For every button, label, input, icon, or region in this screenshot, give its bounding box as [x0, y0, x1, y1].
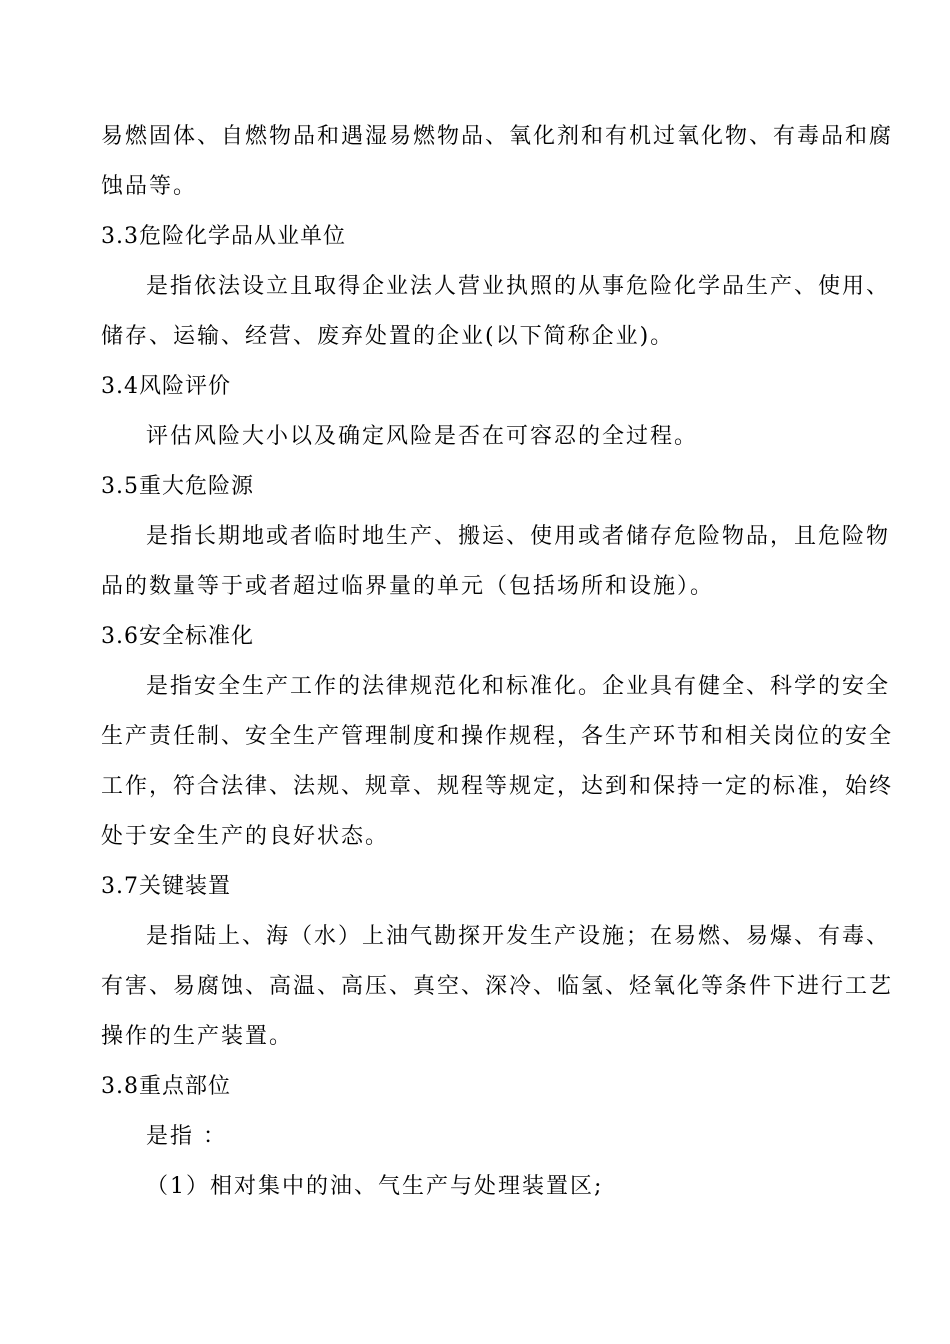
paragraph-line: 品的数量等于或者超过临界量的单元（包括场所和设施）。 — [101, 574, 715, 599]
paragraph-line: 是指 ： — [146, 1124, 227, 1149]
section-heading-3-5: 3.5重大危险源 — [101, 474, 254, 499]
paragraph-line: 是指依法设立且取得企业法人营业执照的从事危险化学品生产、使用、 — [146, 274, 891, 299]
paragraph-line: 是指安全生产工作的法律规范化和标准化。企业具有健全、科学的安全 — [146, 674, 891, 699]
paragraph-line: 工作，符合法律、法规、规章、规程等规定，达到和保持一定的标准，始终 — [101, 774, 894, 799]
section-heading-3-7: 3.7关键装置 — [101, 874, 231, 899]
paragraph-line: 生产责任制、安全生产管理制度和操作规程，各生产环节和相关岗位的安全 — [101, 724, 894, 749]
paragraph-line: 有害、易腐蚀、高温、高压、真空、深冷、临氢、烃氧化等条件下进行工艺 — [101, 974, 894, 999]
paragraph-line: 易燃固体、自燃物品和遇湿易燃物品、氧化剂和有机过氧化物、有毒品和腐 — [101, 124, 894, 149]
paragraph-line: 储存、运输、经营、废弃处置的企业(以下简称企业)。 — [101, 324, 675, 349]
paragraph-line: 是指长期地或者临时地生产、搬运、使用或者储存危险物品，且危险物 — [146, 524, 891, 549]
paragraph-line: 是指陆上、海（水）上油气勘探开发生产设施；在易燃、易爆、有毒、 — [146, 924, 891, 949]
list-item: （1）相对集中的油、气生产与处理装置区; — [146, 1174, 604, 1199]
section-heading-3-3: 3.3危险化学品从业单位 — [101, 224, 346, 249]
section-heading-3-4: 3.4风险评价 — [101, 374, 231, 399]
section-heading-3-6: 3.6安全标准化 — [101, 624, 254, 649]
paragraph-line: 评估风险大小以及确定风险是否在可容忍的全过程。 — [146, 424, 699, 449]
paragraph-line: 操作的生产装置。 — [101, 1024, 294, 1049]
section-heading-3-8: 3.8重点部位 — [101, 1074, 231, 1099]
paragraph-line: 处于安全生产的良好状态。 — [101, 824, 390, 849]
paragraph-line: 蚀品等。 — [101, 174, 198, 199]
